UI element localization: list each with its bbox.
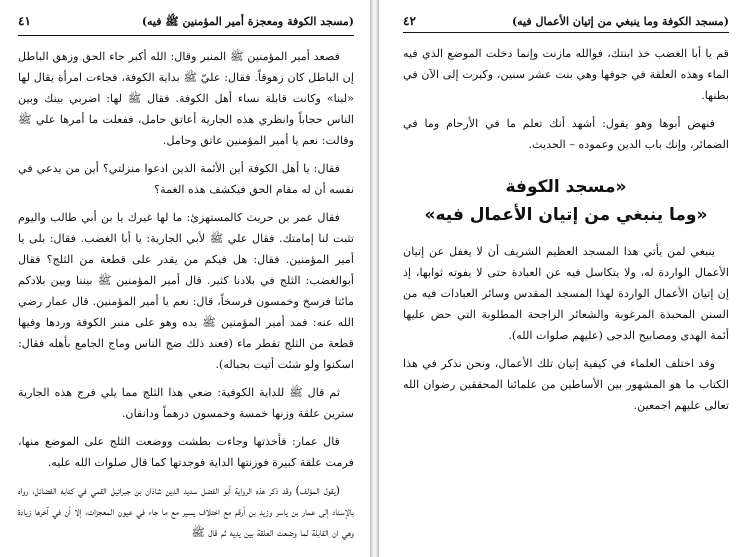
right-page-running-title: (مسجد الكوفة وما ينبغي من إتيان الأعمال فيه) xyxy=(511,15,729,28)
right-page-number: ٤٢ xyxy=(403,14,416,28)
left-paragraph-6: (يقول المؤلف) وقد ذكر هذه الرواية أبو الفضل سديد الدين شاذان بن جبرائيل القمي في كتابه الفضائل، رواه بالإسناد إلى عمار بن ياسر وزيد بن أرقم مع اختلاف يسير مع ما جاء في عيون المعجزات، إلا أن في آخرها زيادة وهي ان القابلة لما وضعت العلقة بين يديه ثم قال ﷺ xyxy=(18,484,354,539)
left-paragraph-1: فصعد أمير المؤمنين ﷺ المنبر وقال: الله أكبر جاء الحق وزهق الباطل إن الباطل كان زهوقاً. فقال: عليّ ﷺ بداية الكوفة، فجاءت امرأة يقال لها «لبنا» وكانت قابلة نساء أهل الكوفة. فقال ﷺ لها: اضربي بينك وبين الناس حجاباً وانظري هذه الجارية أعاتق حامل، ففعلت ما أمرها علي ﷺ وقالت: نعم يا أمير المؤمنين عاتق وحامل. xyxy=(18,50,354,147)
section-heading-line-1: «مسجد الكوفة xyxy=(505,177,627,197)
left-paragraph-2: فقال: يا أهل الكوفة أين الأئمة الذين ادعوا منزلتي؟ أين من يدعي في نفسه أن له مقام الحق فيكشف هذه الغمة؟ xyxy=(18,162,354,196)
right-page-header xyxy=(403,14,729,33)
left-paragraph-4: ثم قال ﷺ للداية الكوفية: ضعي هذا الثلج مما يلي فرج هذه الجارية سترين علقة وزنها خمسة وخمسون درهماً ودانقان. xyxy=(18,386,354,420)
left-page-running-title: (مسجد الكوفة ومعجزة أمير المؤمنين ﷺ فيه) xyxy=(141,15,354,28)
left-paragraph-3: فقال عمر بن حريث كالمستهزئ: ما لها غيرك يا بن أبي طالب واليوم تثبت لنا إمامتك. فقال علي ﷺ لأبي الجارية: يا أبا الغضب. فقال: بلى يا أمير المؤمنين. فقال: هل فيكم من يقدر على قطعة من الثلج؟ فقال أبوالغضب: الثلج في بلادنا كثير. قال أمير المؤمنين ﷺ بيننا وبين بلادكم مائتا فرسخ وخمسون فرسخاً، قال: نعم يا أمير المؤمنين. قال عمار رضي الله عنه: فمد أمير المؤمنين ﷺ يده وهو على منبر الكوفة وردها وفيها قطعة من الثلج تقطر ماء (فعند ذلك ضج الناس وماج الجامع بأهله فقال: اسكنوا ولو شئت أتيت بجباله). xyxy=(18,211,354,371)
right-paragraph-4: وقد اختلف العلماء في كيفية إتيان تلك الأعمال، ونحن نذكر في هذا الكتاب ما هو المشهور بين الأساطين من علمائنا المحققين رضوان الله تعالى عليهم اجمعين. xyxy=(403,357,729,412)
left-page-number: ٤١ xyxy=(18,14,31,28)
left-page-header xyxy=(18,14,354,36)
right-paragraph-2: فنهض أبوها وهو يقول: أشهد أنك تعلم ما في الأرحام وما في الضمائر، وإنك باب الدين وعموده – الحديث. xyxy=(403,117,729,151)
section-heading-line-2: «وما ينبغي من إتيان الأعمال فيه» xyxy=(424,205,708,225)
left-page xyxy=(0,0,370,557)
right-page-body-2 xyxy=(403,241,729,416)
book-gutter xyxy=(370,0,379,557)
left-page-body xyxy=(18,46,354,543)
right-page xyxy=(379,0,751,557)
right-paragraph-3: ينبغي لمن يأتي هذا المسجد العظيم الشريف أن لا يغفل عن إتيان الأعمال الواردة له، ولا يتكاسل فيه عن العبادة حتى لا يفوته ثوابها، إذ إن إتيان الأعمال الواردة لهذا المسجد المقدس وسائر العبادات فيه من السنن المحبذة المرغوبة والشعائر الراجحة المطلوبة التي حض عليها أئمة الهدى ومصابيح الدجى (عليهم صلوات الله). xyxy=(403,245,729,342)
right-paragraph-1: قم يا أبا الغضب خذ ابنتك، فوالله مازنت وإنما دخلت الموضع الذي فيه الماء وهذه العلقة في جوفها وهي بنت عشر سنين، وكبرت إلى الآن في بطنها. xyxy=(403,47,729,102)
right-page-body xyxy=(403,43,729,155)
left-paragraph-5: قال عمار: فأخذتها وجاءت بطشت ووضعت الثلج على الموضع منها، فرمت علقة كبيرة فوزنتها الداية فوجدتها كما قال صلوات الله عليه. xyxy=(18,435,354,469)
